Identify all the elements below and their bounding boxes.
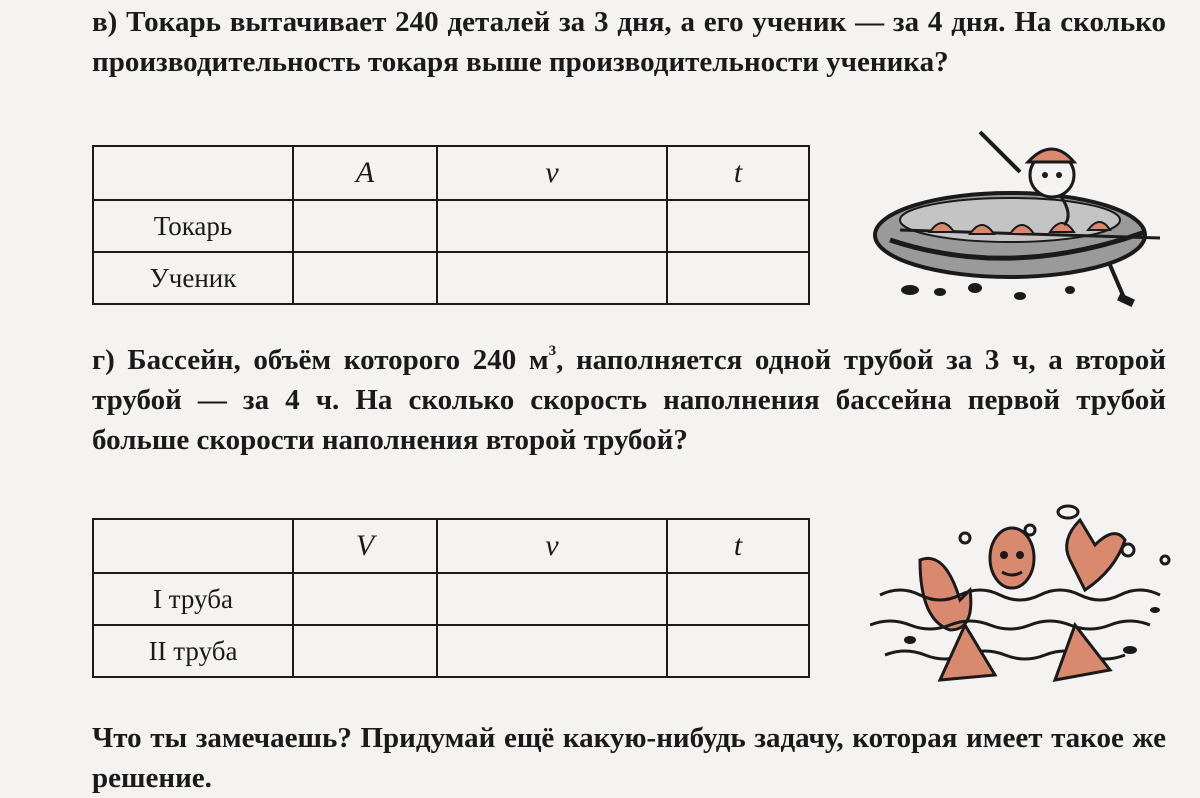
table-header-cell: V — [293, 519, 437, 573]
table-header-cell: v — [437, 146, 667, 200]
table-cell — [437, 200, 667, 252]
superscript-cubed: 3 — [548, 343, 557, 359]
swimmer-illustration — [870, 500, 1180, 690]
problem-v-text: в) Токарь вытачивает 240 деталей за 3 дня, а его ученик — за 4 дня. На сколько производительность токаря выше производительности ученика? — [92, 6, 1166, 78]
table-cell — [667, 573, 809, 625]
table-header-row — [93, 146, 809, 200]
table-row — [93, 200, 809, 252]
table-header-cell — [93, 146, 293, 200]
table-cell — [437, 573, 667, 625]
row-label: II труба — [93, 625, 293, 677]
row-label: I труба — [93, 573, 293, 625]
problem-v-table — [92, 145, 810, 305]
row-label: Токарь — [93, 200, 293, 252]
problem-g-text-end: , наполняется одной трубой за 3 ч, а второй трубой — за 4 ч. На сколько скорость наполнения бассейна первой трубой больше скорости наполнения второй трубой? — [92, 344, 1166, 456]
table-header-cell: A — [293, 146, 437, 200]
problem-g-text — [92, 340, 1166, 460]
table-header-cell — [93, 519, 293, 573]
table-cell — [667, 252, 809, 304]
table-header-cell: t — [667, 519, 809, 573]
table-header-cell: t — [667, 146, 809, 200]
table-cell — [293, 625, 437, 677]
table-cell — [667, 625, 809, 677]
problem-g-table — [92, 518, 810, 678]
table-header-cell: v — [437, 519, 667, 573]
table-cell — [293, 252, 437, 304]
table-row — [93, 573, 809, 625]
table-cell — [293, 200, 437, 252]
table-cell — [437, 252, 667, 304]
table-cell — [437, 625, 667, 677]
table-cell — [667, 200, 809, 252]
ufo-illustration — [860, 120, 1180, 320]
final-question-text: Что ты замечаешь? Придумай ещё какую-нибудь задачу, которая имеет такое же решение. — [92, 722, 1166, 794]
row-label: Ученик — [93, 252, 293, 304]
table-row — [93, 252, 809, 304]
table-header-row — [93, 519, 809, 573]
problem-g-text-start: г) Бассейн, объём которого 240 м — [92, 344, 549, 376]
table-cell — [293, 573, 437, 625]
table-row — [93, 625, 809, 677]
